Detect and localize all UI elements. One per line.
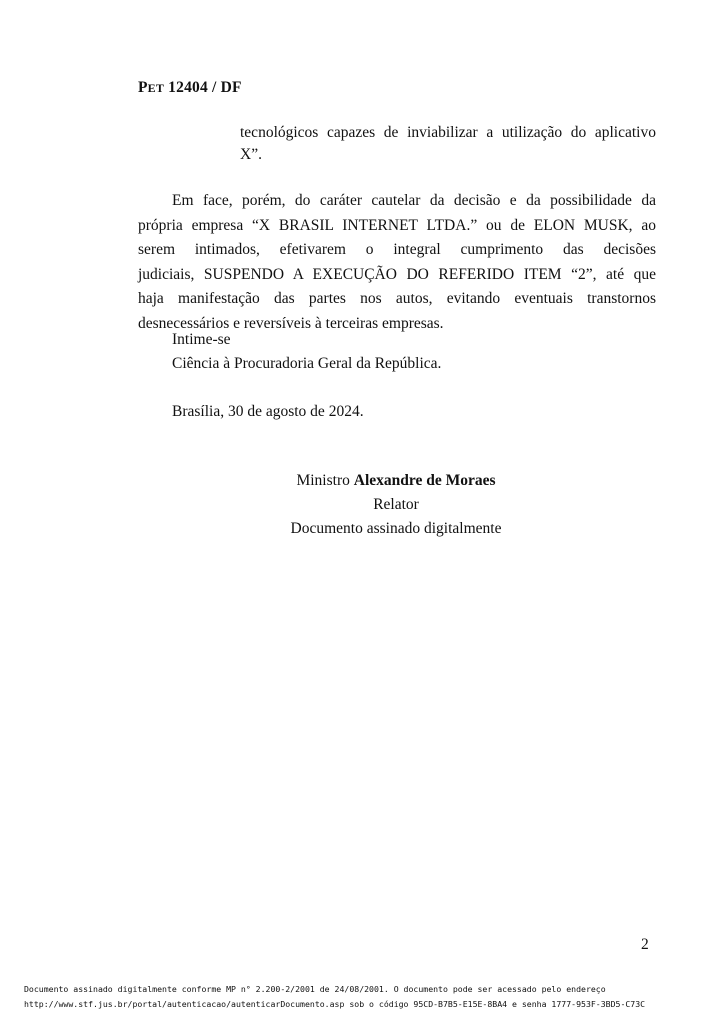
signature-note: Documento assinado digitalmente <box>290 520 502 537</box>
case-prefix: P <box>138 79 148 96</box>
paragraph-line: haja manifestação das partes nos autos, evitando eventuais transtornos <box>138 290 656 308</box>
signature-name: Alexandre de Moraes <box>353 472 496 489</box>
paragraph-line: judiciais, SUSPENDO A EXECUÇÃO DO REFERIDO ITEM “2”, até que <box>138 265 656 283</box>
decision-paragraph <box>138 189 656 337</box>
ciencia-line: Ciência à Procuradoria Geral da República. <box>172 355 442 372</box>
paragraph-line: Em face, porém, do caráter cautelar da decisão e da possibilidade da <box>172 192 656 209</box>
case-number: 12404 / DF <box>164 79 242 96</box>
date-line: Brasília, 30 de agosto de 2024. <box>172 403 364 420</box>
case-header <box>138 79 242 97</box>
signature-name-line <box>230 472 562 490</box>
paragraph-line: serem intimados, efetivarem o integral cumprimento das decisões <box>138 241 656 259</box>
paragraph-line: desnecessários e reversíveis à terceiras empresas. <box>138 314 444 332</box>
intime-line: Intime-se <box>172 331 231 348</box>
footer-line: http://www.stf.jus.br/portal/autenticacao/autenticarDocumento.asp sob o código 95CD-B7B5-E15E-8BA4 e senha 1777-953F-3BD5-C73C <box>24 998 646 1009</box>
block-quote <box>240 122 656 166</box>
signature-title: Ministro <box>296 472 354 489</box>
quote-line: tecnológicos capazes de inviabilizar a utilização do aplicativo <box>240 124 656 141</box>
authentication-footer <box>24 982 714 1011</box>
case-prefix-small: ET <box>147 81 165 95</box>
footer-line: Documento assinado digitalmente conforme MP n° 2.200-2/2001 de 24/08/2001. O documento pode ser acessado pelo endereço <box>24 984 606 994</box>
paragraph-line: própria empresa “X BRASIL INTERNET LTDA.” ou de ELON MUSK, ao <box>138 216 656 234</box>
signature-role: Relator <box>373 496 419 513</box>
page-number: 2 <box>641 936 649 953</box>
quote-line: X”. <box>240 146 262 163</box>
